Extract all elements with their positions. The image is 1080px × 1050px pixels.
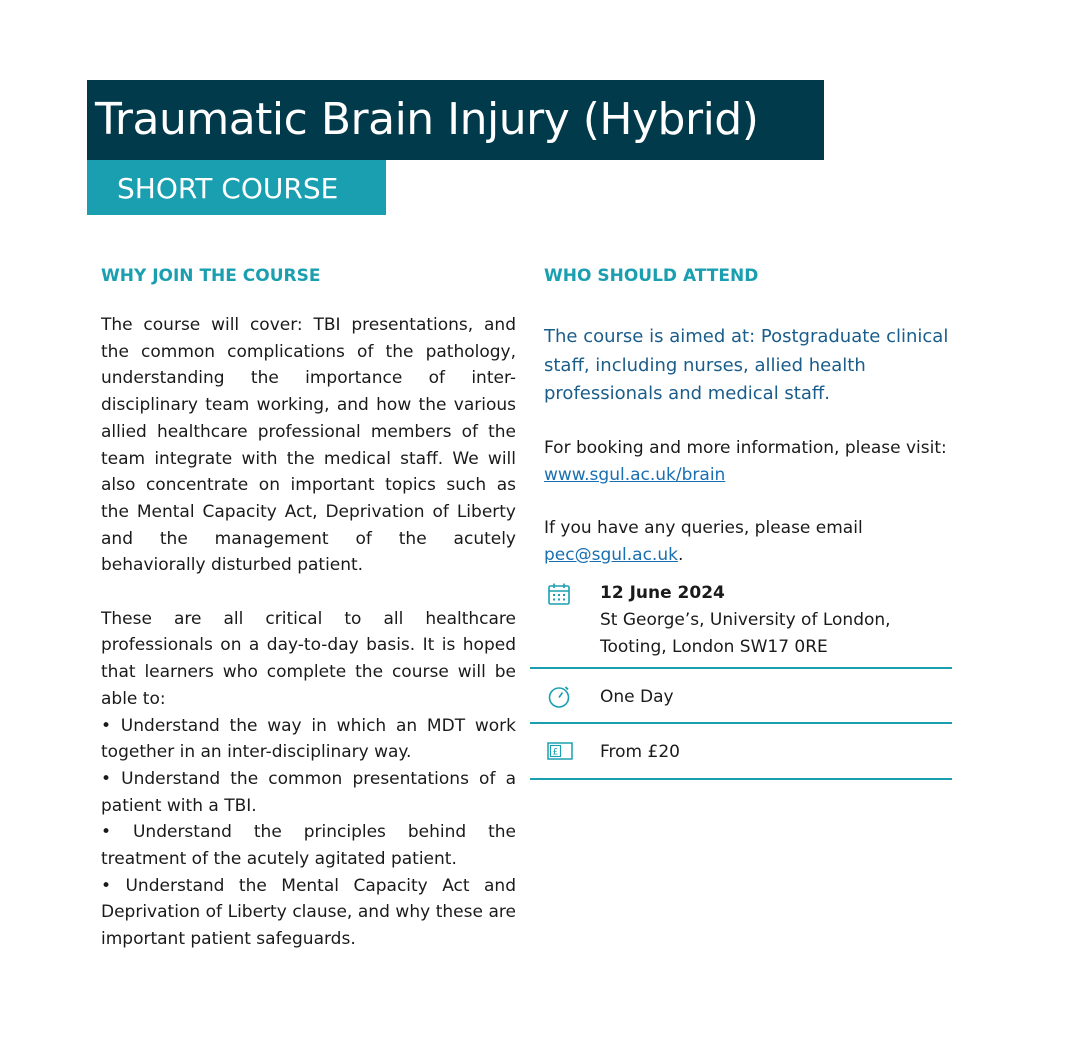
calendar-icon [547,582,571,606]
date-venue-row [530,580,952,660]
booking-text: For booking and more information, please visit: [544,437,947,458]
course-price: From £20 [600,742,680,762]
course-duration: One Day [600,687,674,707]
who-attend-section [544,262,954,569]
why-join-paragraph-1: The course will cover: TBI presentations, and the common complications of the pathology, understanding the importance of inter-disciplinary team working, and how the various allied healthcare professional members of the team integrate with the medical staff. We will also concentrate on important topics such as the Mental Capacity Act, Deprivation of Liberty and the management of the acutely behaviorally disturbed patient. [101,315,516,576]
queries-text: If you have any queries, please email [544,517,863,538]
why-join-section [101,262,516,953]
venue-line-1: St George’s, University of London, [600,610,891,630]
outcome-bullet-3: • Understand the principles behind the treatment of the acutely agitated patient. [101,822,516,870]
divider-2 [530,722,952,724]
svg-text:£: £ [552,747,559,758]
why-join-heading: WHY JOIN THE COURSE [101,266,321,286]
pound-note-icon [547,741,573,761]
why-join-paragraph-2: These are all critical to all healthcare professionals on a day-to-day basis. It is hoped that learners who complete the course will be able to: [101,608,516,709]
queries-end: . [677,544,684,565]
course-title: Traumatic Brain Injury (Hybrid) [87,80,824,160]
venue-line-2: Tooting, London SW17 0RE [600,637,828,657]
booking-link[interactable]: www.sgul.ac.uk/brain [544,464,726,485]
divider-1 [530,667,952,669]
queries-info [544,515,954,569]
booking-info [544,435,954,489]
queries-email-link[interactable]: pec@sgul.ac.uk [544,544,678,565]
outcome-bullet-4: • Understand the Mental Capacity Act and Deprivation of Liberty clause, and why these are important patient safeguards. [101,875,516,950]
duration-row [530,683,952,713]
who-attend-heading: WHO SHOULD ATTEND [544,266,759,286]
course-type-badge: SHORT COURSE [87,160,386,215]
course-date: 12 June 2024 [600,583,725,603]
outcome-bullet-2: • Understand the common presentations of a patient with a TBI. [101,768,516,816]
outcome-bullet-1: • Understand the way in which an MDT work together in an inter-disciplinary way. [101,715,516,763]
target-audience-text: The course is aimed at: Postgraduate clinical staff, including nurses, allied health professionals and medical staff. [544,326,949,404]
price-row [530,739,952,769]
stopwatch-icon [547,683,571,709]
divider-3 [530,778,952,780]
